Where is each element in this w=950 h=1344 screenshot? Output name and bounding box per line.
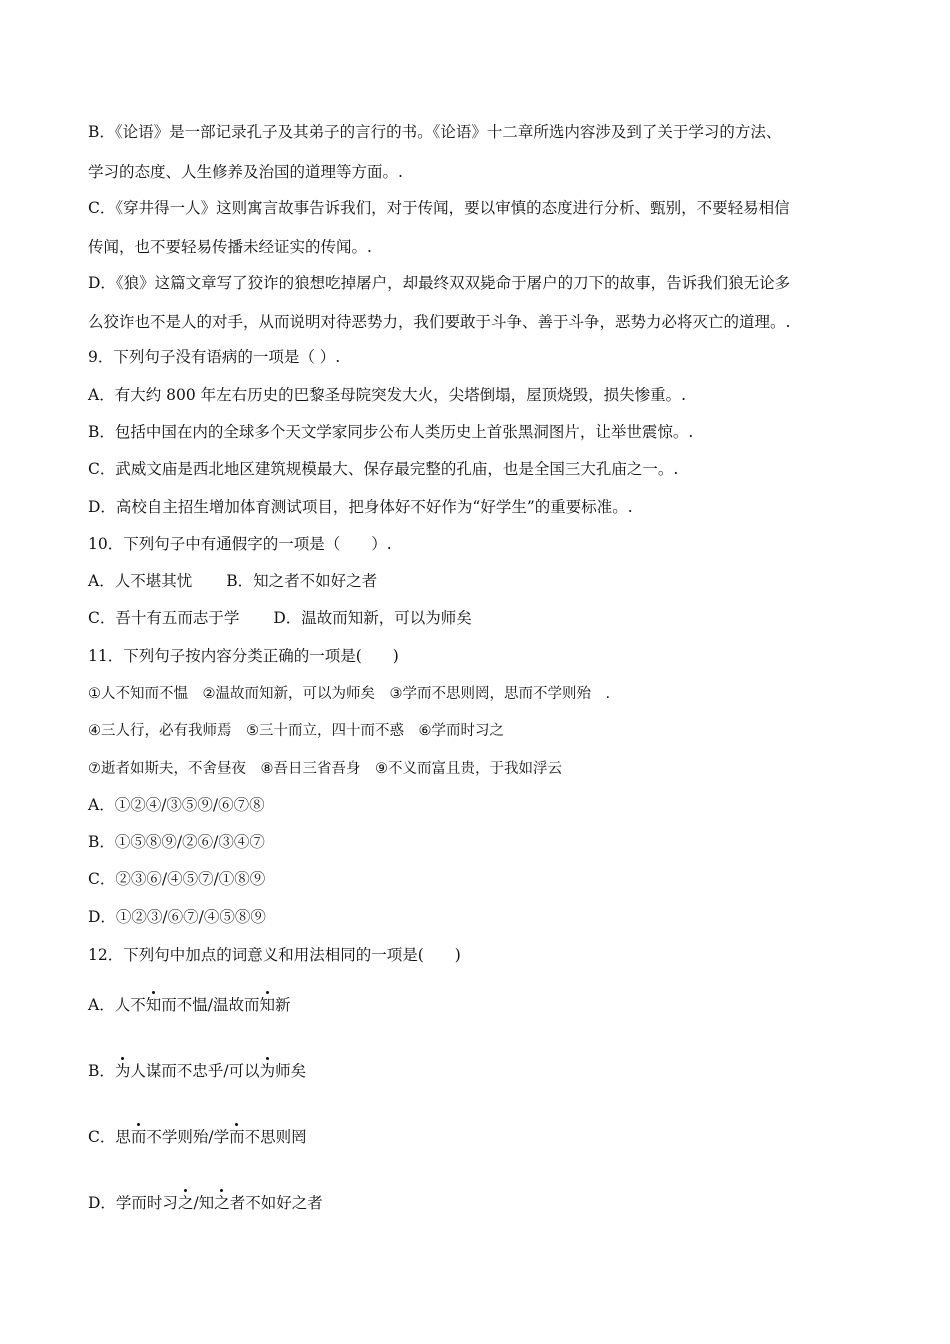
emphasis-dot-char: 为: [114, 1062, 131, 1080]
q11-sentences-row2: ④三人行，必有我师焉 ⑤三十而立，四十而不惑 ⑥学而时习之: [88, 723, 504, 739]
q10-option-a: A．人不堪其忧: [88, 572, 193, 590]
q12-option-c: [88, 1127, 307, 1147]
q8-option-d-line1: D．《狼》这篇文章写了狡诈的狼想吃掉屠户，却最终双双毙命于屠户的刀下的故事，告诉我们狼无论多: [88, 274, 791, 292]
q8-option-c-line2: 传闻，也不要轻易传播未经证实的传闻。.: [88, 238, 372, 256]
q9-option-c: C．武威文庙是西北地区建筑规模最大、保存最完整的孔庙，也是全国三大孔庙之一。.: [88, 460, 679, 478]
q10-options-row1: [88, 571, 377, 591]
q8-option-b-line1: B．《论语》是一部记录孔子及其弟子的言行的书。《论语》十二章所选内容涉及到了关于学习的方法、: [88, 123, 782, 141]
emphasis-dot-char: 知: [145, 996, 162, 1014]
q12-option-b: [88, 1061, 306, 1081]
emphasis-dot-char: 之: [214, 1194, 230, 1212]
q11-option-d: D．①②③/⑥⑦/④⑤⑧⑨: [88, 908, 266, 926]
q12-stem: 12．下列句中加点的词意义和用法相同的一项是( ): [88, 946, 461, 964]
q10-option-d: D．温故而知新，可以为师矣: [273, 609, 472, 627]
q12-c-text: 不思则罔: [244, 1128, 307, 1146]
q12-b-text: B．: [88, 1062, 115, 1080]
q11-option-b: B．①⑤⑧⑨/②⑥/③④⑦: [88, 833, 265, 851]
q10-option-c: C．吾十有五而志于学: [88, 609, 240, 627]
q12-option-a: [88, 995, 290, 1015]
q10-options-row2: [88, 608, 472, 628]
q9-stem: 9．下列句子没有语病的一项是（ ）.: [88, 348, 341, 366]
q9-option-a: A．有大约 800 年左右历史的巴黎圣母院突发大火，尖塔倒塌，屋顶烧毁，损失惨重。.: [88, 386, 687, 404]
q11-option-c: C．②③⑥/④⑤⑦/①⑧⑨: [88, 870, 266, 888]
q12-a-text: 而不愠/温故而: [161, 996, 260, 1014]
q9-option-d: D．高校自主招生增加体育测试项目，把身体好不好作为“好学生”的重要标准。.: [88, 498, 633, 516]
q8-option-d-line2: 么狡诈也不是人的对手，从而说明对待恶势力，我们要敢于斗争、善于斗争，恶势力必将灭亡的道理。.: [88, 313, 791, 331]
emphasis-dot-char: 为: [259, 1062, 276, 1080]
q12-d-text: /知: [193, 1194, 215, 1212]
q12-a-text: A．人不: [88, 996, 146, 1014]
q9-option-b: B．包括中国在内的全球多个天文学家同步公布人类历史上首张黑洞图片，让举世震惊。.: [88, 423, 694, 441]
q11-option-a: A．①②④/③⑤⑨/⑥⑦⑧: [88, 796, 265, 814]
emphasis-dot-char: 之: [177, 1194, 194, 1212]
q10-stem: 10．下列句子中有通假字的一项是（ ）.: [88, 535, 392, 553]
q12-d-text: D．学而时习: [88, 1194, 178, 1212]
q11-sentences-row1: ①人不知而不愠 ②温故而知新，可以为师矣 ③学而不思则罔，思而不学则殆 .: [88, 686, 611, 702]
q11-stem: 11．下列句子按内容分类正确的一项是( ): [88, 647, 399, 665]
q12-b-text: 人谋而不忠乎/可以: [130, 1062, 260, 1080]
q8-option-b-line2: 学习的态度、人生修养及治国的道理等方面。.: [88, 163, 403, 181]
q12-b-text: 师矣: [275, 1062, 307, 1080]
q11-sentences-row3: ⑦逝者如斯夫，不舍昼夜 ⑧吾日三省吾身 ⑨不义而富且贵，于我如浮云: [88, 761, 562, 777]
emphasis-dot-char: 而: [229, 1128, 245, 1146]
q12-c-text: C．思: [88, 1128, 131, 1146]
q12-d-text: 者不如好之者: [229, 1194, 323, 1212]
q8-option-c-line1: C．《穿井得一人》这则寓言故事告诉我们，对于传闻，要以审慎的态度进行分析、甄别，不要轻易相信: [88, 199, 790, 217]
emphasis-dot-char: 而: [130, 1128, 147, 1146]
q12-c-text: 不学则殆/学: [146, 1128, 230, 1146]
q12-option-d: [88, 1193, 323, 1213]
emphasis-dot-char: 知: [259, 996, 275, 1014]
q12-a-text: 新: [274, 996, 291, 1014]
q10-option-b: B．知之者不如好之者: [226, 572, 378, 590]
